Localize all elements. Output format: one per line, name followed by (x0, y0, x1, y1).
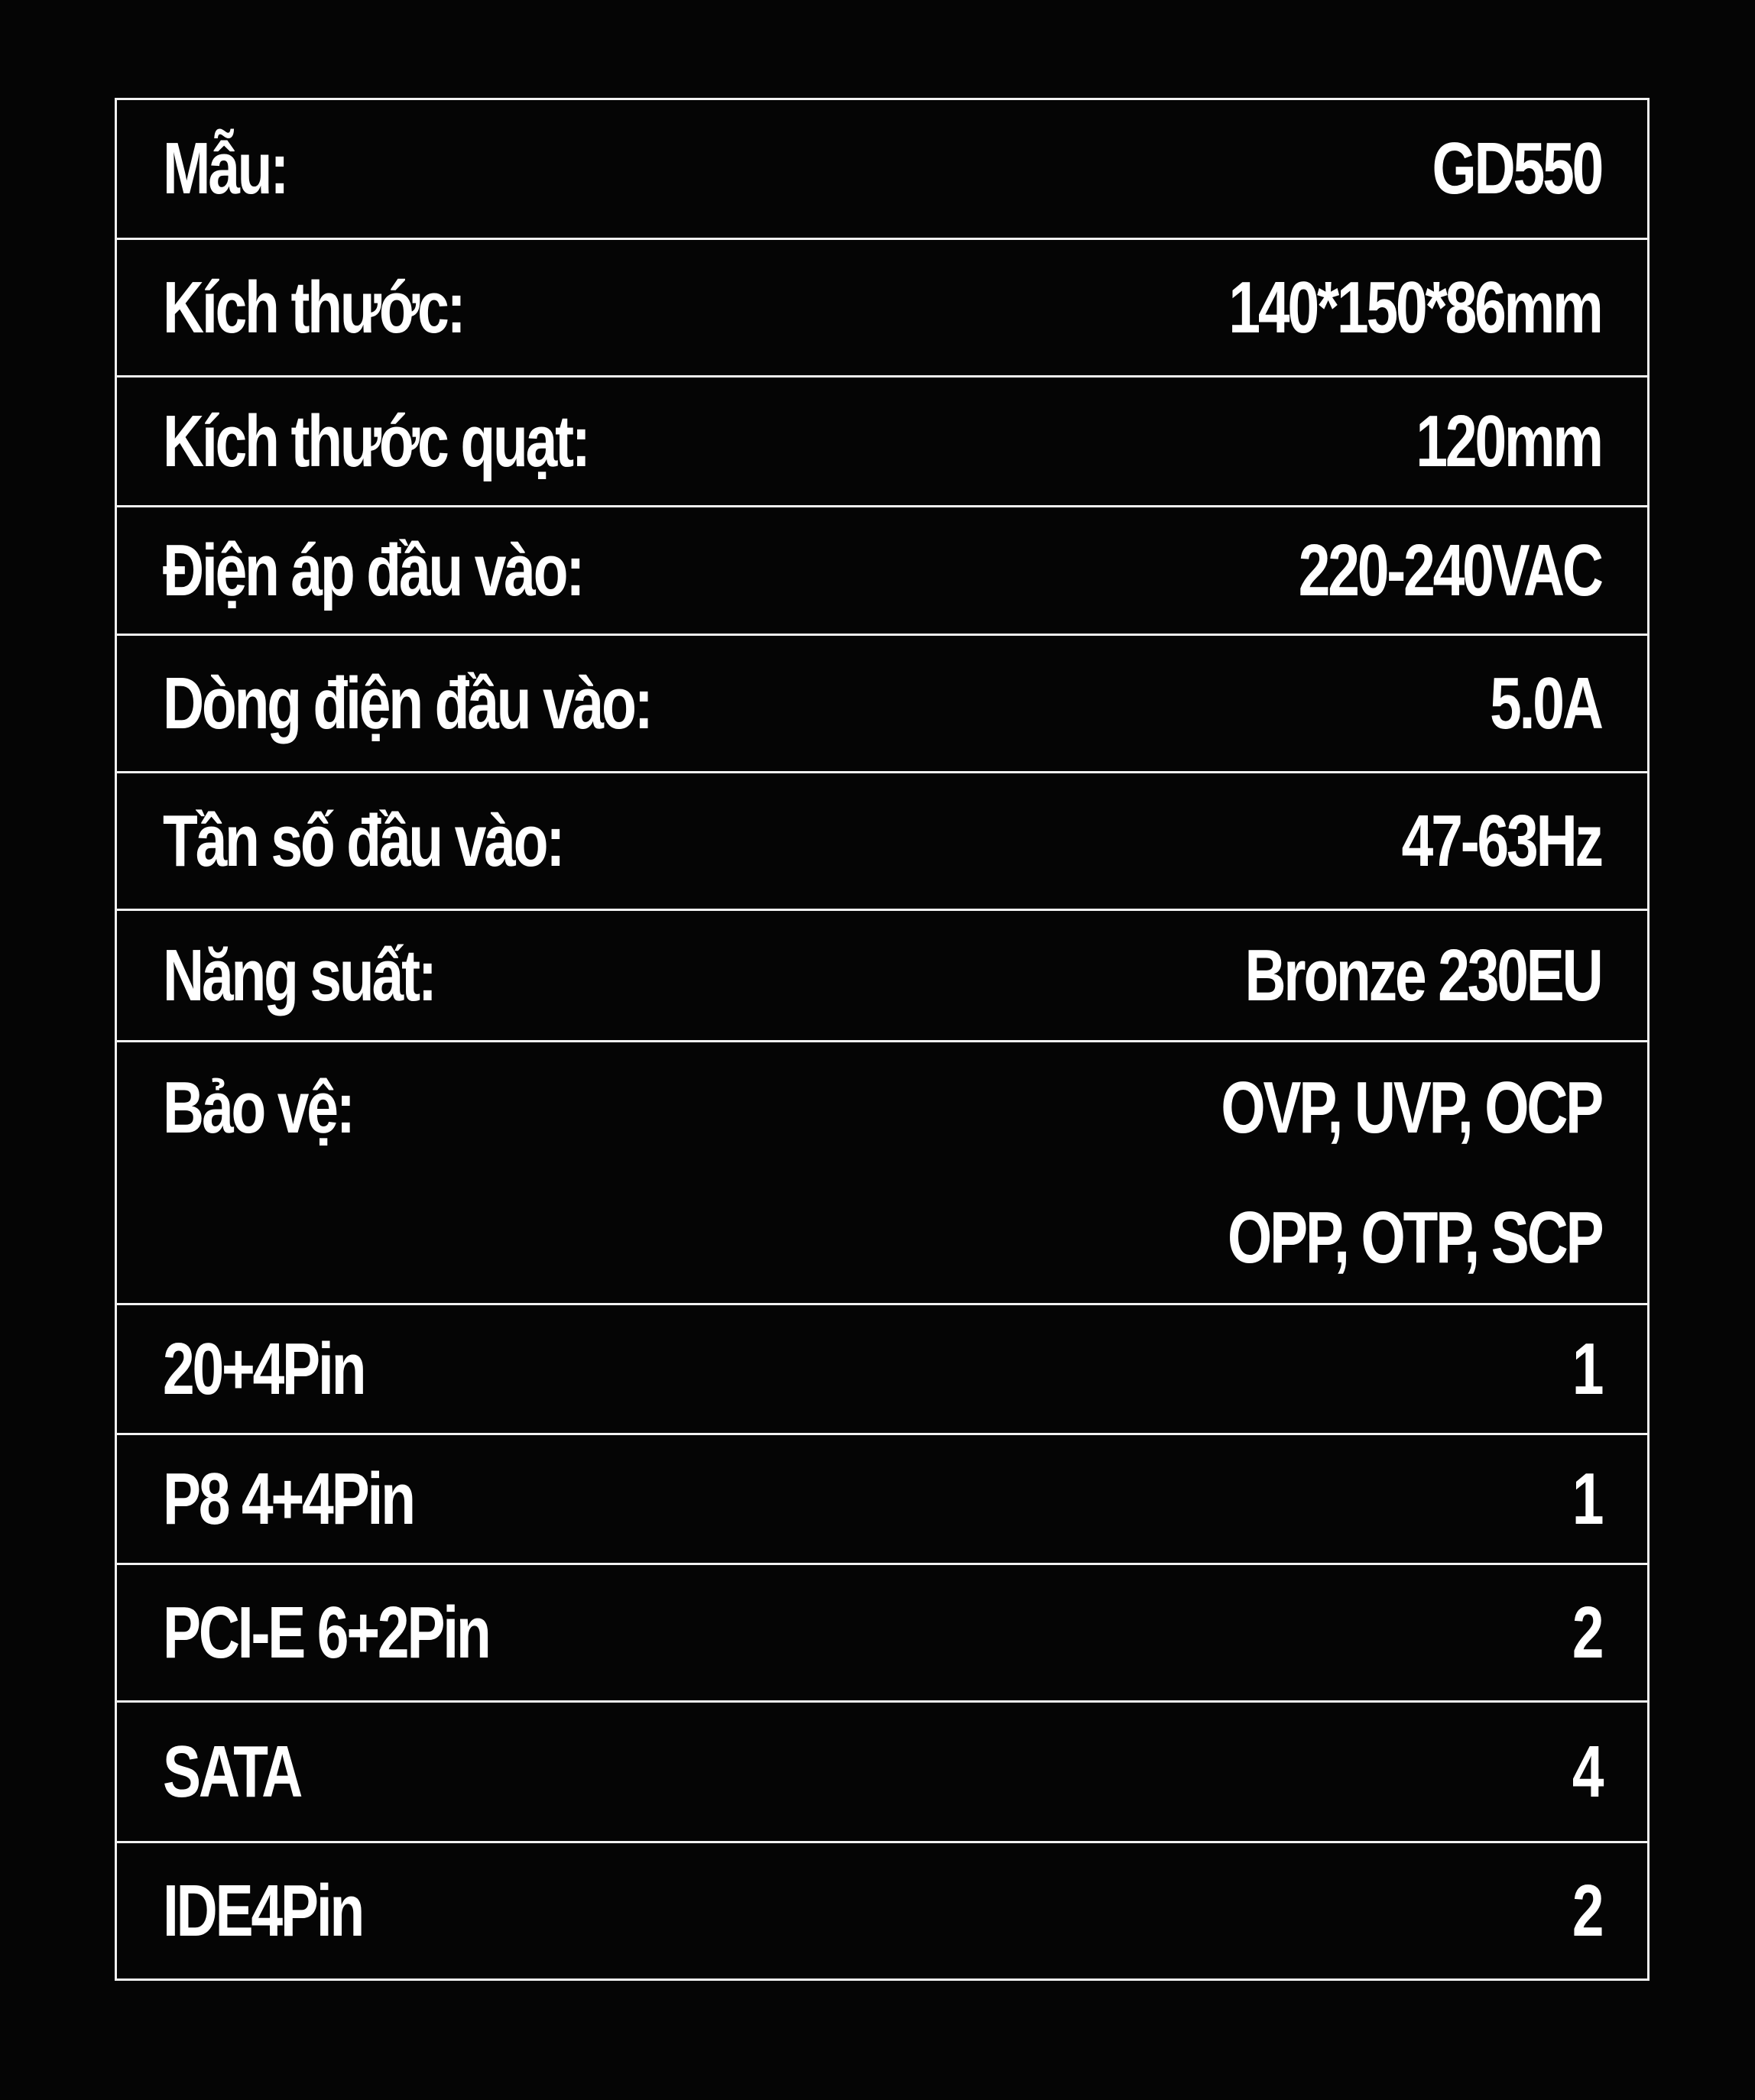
spec-row-input-frequency (117, 771, 1647, 909)
spec-label: IDE4Pin (163, 1869, 363, 1952)
spec-value: 5.0A (1490, 662, 1601, 744)
spec-value: 220-240VAC (1298, 529, 1601, 611)
spec-value: GD550 (1432, 128, 1601, 209)
spec-value: 2 (1572, 1591, 1601, 1674)
spec-value: 2 (1572, 1869, 1601, 1952)
spec-label: Năng suất: (163, 934, 435, 1016)
protection-values (1114, 1067, 1601, 1278)
spec-label: PCI-E 6+2Pin (163, 1591, 489, 1674)
spec-label: Kích thước quạt: (163, 400, 589, 482)
spec-label: P8 4+4Pin (163, 1457, 414, 1540)
spec-label: Dòng điện đầu vào: (163, 662, 651, 744)
spec-value: OVP, UVP, OCP (1221, 1067, 1601, 1149)
spec-row-protection (117, 1040, 1647, 1303)
spec-row-pcie (117, 1563, 1647, 1700)
spec-label: Mẫu: (163, 128, 287, 209)
spec-row-input-current (117, 634, 1647, 771)
spec-table (115, 98, 1650, 1981)
spec-row-model (117, 100, 1647, 238)
spec-label: SATA (163, 1730, 301, 1813)
spec-value: 1 (1572, 1327, 1601, 1410)
spec-row-dimensions (117, 238, 1647, 375)
spec-value: OPP, OTP, SCP (1227, 1197, 1601, 1278)
spec-row-efficiency (117, 909, 1647, 1040)
spec-value: Bronze 230EU (1244, 934, 1601, 1016)
spec-label: 20+4Pin (163, 1327, 365, 1410)
spec-row-cpu-8pin (117, 1433, 1647, 1563)
spec-value: 120mm (1416, 400, 1601, 482)
spec-row-sata (117, 1700, 1647, 1841)
spec-value: 47-63Hz (1401, 799, 1601, 882)
spec-value: 4 (1572, 1730, 1601, 1813)
spec-row-input-voltage (117, 505, 1647, 634)
spec-value: 140*150*86mm (1228, 266, 1601, 348)
spec-row-fan-size (117, 375, 1647, 505)
spec-value: 1 (1572, 1457, 1601, 1540)
spec-label: Điện áp đầu vào: (163, 529, 583, 611)
spec-label: Tần số đầu vào: (163, 799, 563, 882)
spec-label: Kích thước: (163, 266, 464, 348)
spec-label: Bảo vệ: (163, 1067, 353, 1149)
spec-row-ide (117, 1841, 1647, 1978)
spec-row-24pin (117, 1303, 1647, 1433)
